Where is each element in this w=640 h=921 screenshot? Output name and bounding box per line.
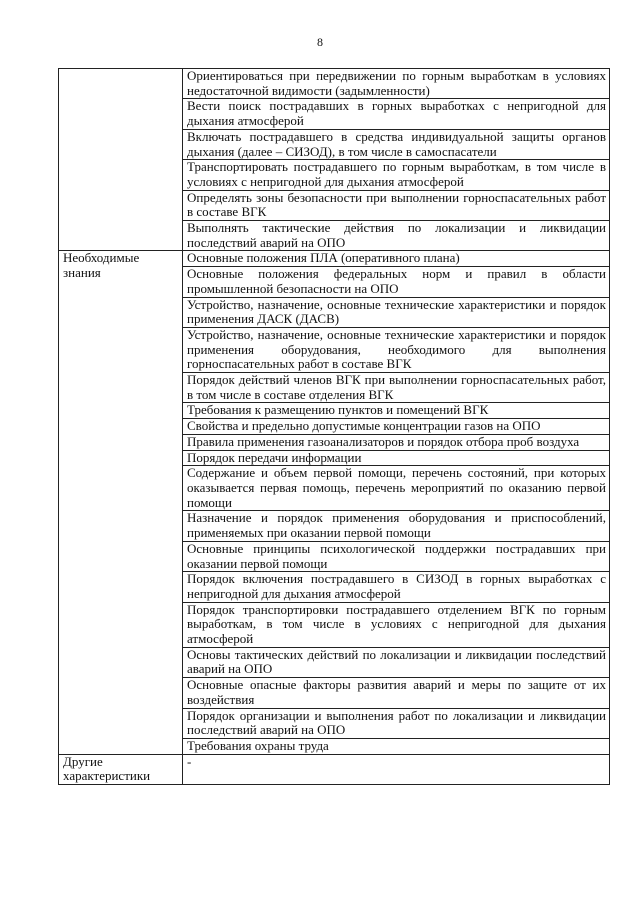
cell-text: Требования к размещению пунктов и помещений ВГК [187, 402, 489, 418]
table-cell [183, 602, 610, 647]
cell-text: Свойства и предельно допустимые концентрации газов на ОПО [187, 418, 541, 434]
table-cell [183, 708, 610, 738]
table-cell [183, 738, 610, 754]
table-row [59, 69, 610, 99]
row-label-cell [59, 69, 183, 251]
table-cell [183, 129, 610, 159]
table-cell [183, 373, 610, 403]
cell-text: Определять зоны безопасности при выполнении горноспасательных работ в составе ВГК [187, 189, 606, 220]
cell-text: Правила применения газоанализаторов и порядок отбора проб воздуха [187, 433, 580, 449]
cell-text: Основные положения федеральных норм и правил в области промышленной безопасности на ОПО [187, 266, 606, 296]
cell-text: Основные опасные факторы развития аварий и меры по защите от их воздействия [187, 677, 606, 707]
table-cell [183, 572, 610, 602]
cell-text: Порядок включения пострадавшего в СИЗОД в горных выработках с непригодной для дыхания атмосферой [187, 571, 606, 601]
table-cell [183, 647, 610, 677]
cell-text: Транспортировать пострадавшего по горным выработкам, в том числе в условиях с непригодной для дыхания атмосферой [187, 159, 606, 189]
table-cell [183, 327, 610, 372]
table-cell [183, 221, 610, 251]
table-cell [183, 69, 610, 99]
cell-text: Основные принципы психологической поддержки пострадавших при оказании первой помощи [187, 540, 606, 571]
cell-text: Ориентироваться при передвижении по горным выработкам в условиях недостаточной видимости (задымленности) [187, 68, 606, 98]
table-cell [183, 190, 610, 220]
table-cell [183, 419, 610, 435]
table-cell [183, 511, 610, 541]
table-cell [183, 403, 610, 419]
cell-text: Устройство, назначение, основные технические характеристики и порядок применения ДАСК (ДАСВ) [187, 296, 606, 327]
table-cell [183, 99, 610, 129]
cell-text: Содержание и объем первой помощи, перечень состояний, при которых оказывается первая помощь, перечень мероприятий по оказанию первой помощи [187, 465, 606, 510]
page-number: 8 [317, 35, 323, 49]
requirements-table [58, 68, 610, 785]
cell-text: Включать пострадавшего в средства индивидуальной защиты органов дыхания (далее – СИЗОД), в том числе в самоспасатели [187, 128, 606, 159]
table-cell [183, 450, 610, 466]
cell-text: Порядок действий членов ВГК при выполнении горноспасательных работ, в том числе в составе отделения ВГК [187, 372, 606, 402]
row-label-required-knowledge: Необходимые знания [63, 250, 140, 281]
table-cell [183, 754, 610, 784]
table-cell [183, 678, 610, 708]
table-cell [183, 541, 610, 571]
cell-text: Основные положения ПЛА (оперативного плана) [187, 250, 460, 266]
cell-text: Порядок организации и выполнения работ по локализации и ликвидации последствий аварий на ОПО [187, 707, 606, 738]
cell-text: Порядок передачи информации [187, 449, 362, 465]
table-cell [183, 267, 610, 297]
cell-text: Требования охраны труда [187, 737, 329, 753]
cell-text: Устройство, назначение, основные технические характеристики и порядок применения оборудования, необходимого для выполнения горноспасательных работ в составе ВГК [187, 326, 606, 372]
cell-text: Выполнять тактические действия по локализации и ликвидации последствий аварий на ОПО [187, 220, 606, 250]
table-row [59, 754, 610, 784]
table-cell [183, 251, 610, 267]
table-row [59, 251, 610, 267]
table-cell [183, 297, 610, 327]
cell-text: Основы тактических действий по локализации и ликвидации последствий аварий на ОПО [187, 646, 606, 677]
table-cell [183, 160, 610, 190]
table-cell [183, 466, 610, 511]
row-label-cell [59, 251, 183, 754]
cell-text: Назначение и порядок применения оборудования и приспособлений, применяемых при оказании первой помощи [187, 510, 606, 541]
table-cell [183, 434, 610, 450]
row-label-other-characteristics: Другие характеристики [63, 753, 151, 784]
cell-text: - [187, 753, 192, 769]
row-label-cell [59, 754, 183, 784]
cell-text: Вести поиск пострадавших в горных выработках с непригодной для дыхания атмосферой [187, 98, 606, 129]
cell-text: Порядок транспортировки пострадавшего отделением ВГК по горным выработкам, в том числе в условиях с непригодной для дыхания атмосферой [187, 601, 606, 647]
